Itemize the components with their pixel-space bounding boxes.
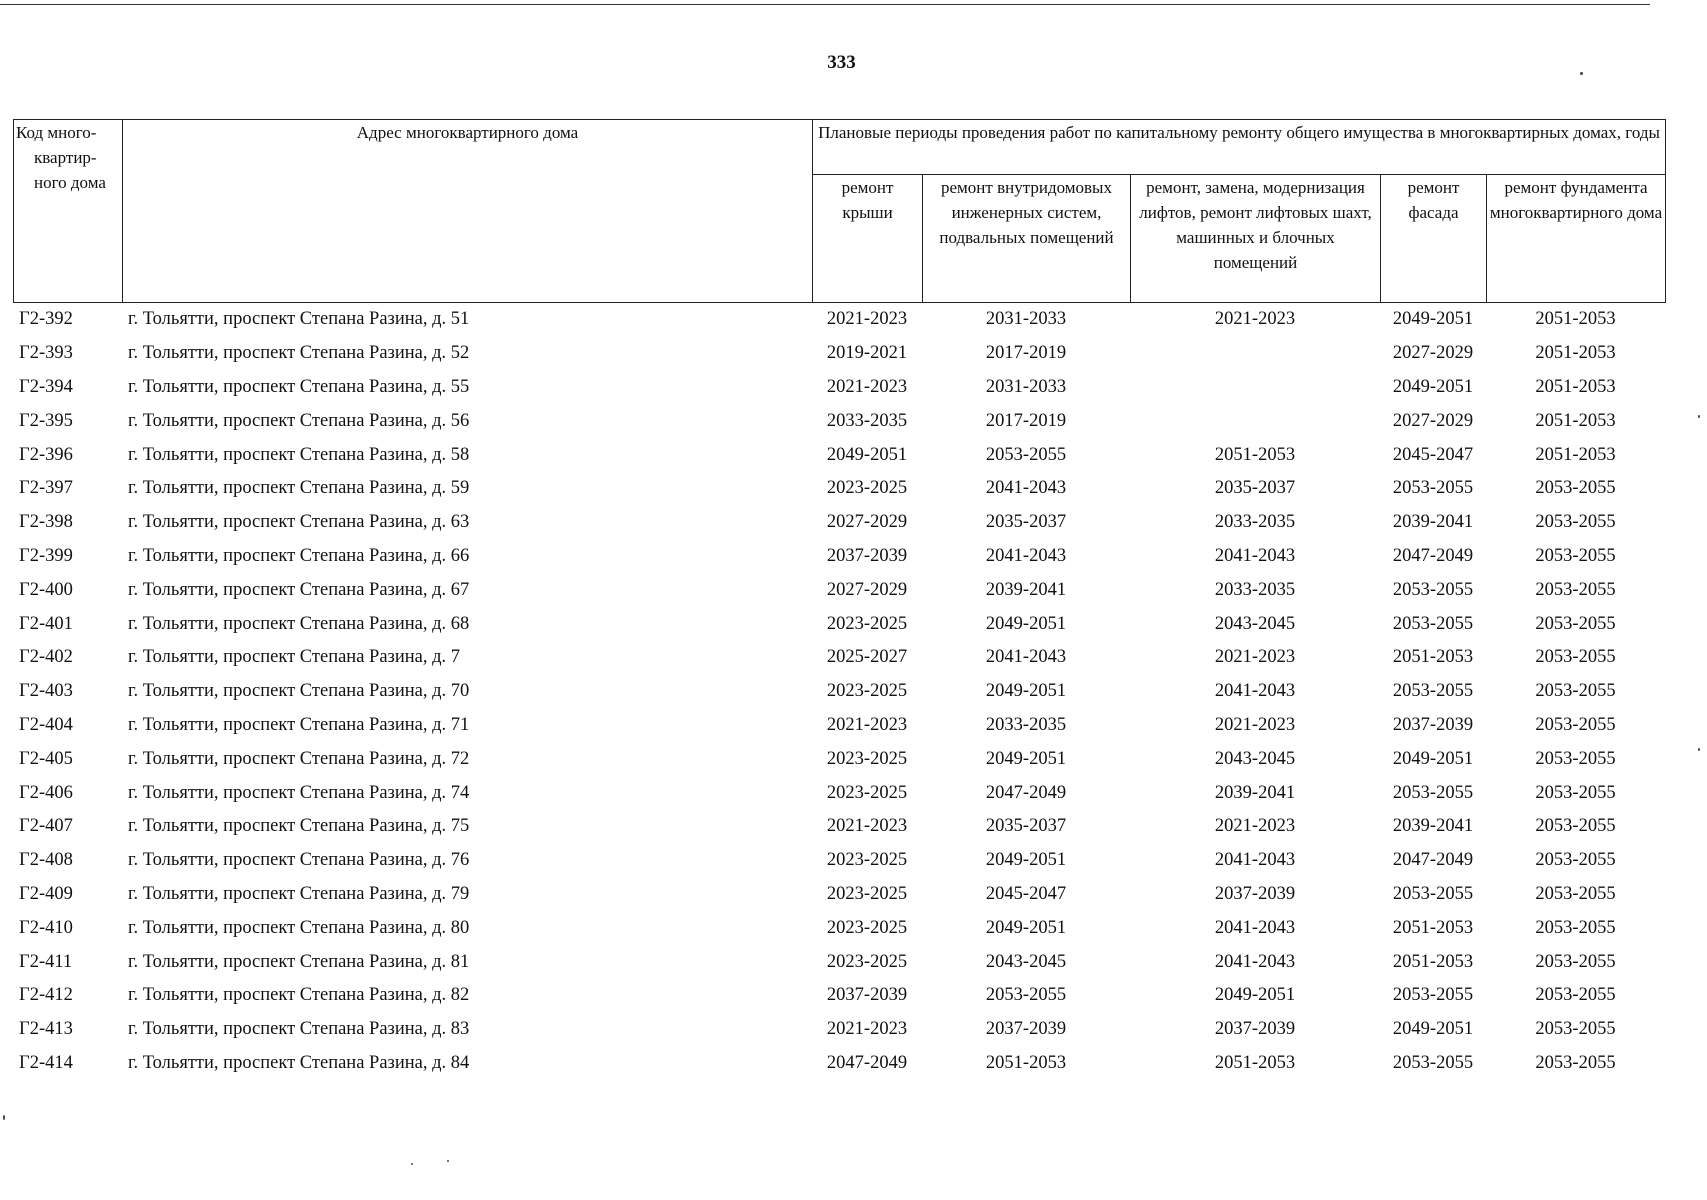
cell-code: Г2-407 — [19, 816, 73, 837]
cell-roof: 2021-2023 — [826, 1019, 908, 1040]
cell-code: Г2-405 — [19, 748, 73, 769]
page-number: 333 — [827, 52, 856, 73]
cell-roof: 2023-2025 — [826, 782, 908, 803]
cell-roof: 2033-2035 — [826, 410, 908, 431]
cell-address: г. Тольятти, проспект Степана Разина, д. 63 — [128, 512, 470, 533]
table-row — [13, 472, 1665, 506]
cell-foundation: 2053-2055 — [1535, 883, 1616, 904]
cell-engineering: 2049-2051 — [985, 681, 1067, 702]
table-row — [13, 878, 1665, 912]
header-periods-group: Плановые периоды проведения работ по капитальному ремонту общего имущества в многоквартирных домах, годы — [813, 120, 1666, 175]
cell-elevators: 2021-2023 — [1214, 816, 1296, 837]
table-row — [13, 1047, 1665, 1081]
cell-address: г. Тольятти, проспект Степана Разина, д. 71 — [128, 714, 470, 735]
table-row — [13, 810, 1665, 844]
cell-elevators — [1130, 371, 1380, 405]
table-body — [13, 303, 1665, 1080]
cell-elevators: 2041-2043 — [1214, 850, 1296, 871]
cell-elevators: 2039-2041 — [1214, 782, 1296, 803]
cell-code: Г2-409 — [19, 883, 73, 904]
cell-code: Г2-400 — [19, 579, 73, 600]
cell-roof: 2023-2025 — [826, 478, 908, 499]
cell-engineering: 2035-2037 — [985, 512, 1067, 533]
cell-facade: 2049-2051 — [1392, 309, 1474, 330]
table-row — [13, 438, 1665, 472]
cell-code: Г2-393 — [19, 343, 73, 364]
cell-address: г. Тольятти, проспект Степана Разина, д. 75 — [128, 816, 470, 837]
cell-roof: 2021-2023 — [826, 816, 908, 837]
table-row — [13, 742, 1665, 776]
cell-code: Г2-397 — [19, 478, 73, 499]
cell-foundation: 2053-2055 — [1535, 951, 1616, 972]
table-row — [13, 607, 1665, 641]
cell-elevators: 2043-2045 — [1214, 613, 1296, 634]
cell-roof: 2023-2025 — [826, 917, 908, 938]
header-facade: ремонт фасада — [1381, 175, 1487, 303]
cell-address: г. Тольятти, проспект Степана Разина, д. 79 — [128, 883, 470, 904]
cell-facade: 2037-2039 — [1392, 714, 1474, 735]
cell-code: Г2-396 — [19, 444, 73, 465]
cell-engineering: 2053-2055 — [985, 985, 1067, 1006]
table-row — [13, 337, 1665, 371]
cell-roof: 2027-2029 — [826, 579, 908, 600]
cell-roof: 2023-2025 — [826, 951, 908, 972]
table-row — [13, 1013, 1665, 1047]
cell-engineering: 2045-2047 — [985, 883, 1067, 904]
table-row — [13, 709, 1665, 743]
scan-speck — [447, 1160, 449, 1162]
table-row — [13, 540, 1665, 574]
cell-facade: 2049-2051 — [1392, 376, 1474, 397]
cell-foundation: 2051-2053 — [1535, 343, 1616, 364]
cell-facade: 2039-2041 — [1392, 816, 1474, 837]
table-row — [13, 675, 1665, 709]
cell-facade: 2039-2041 — [1392, 512, 1474, 533]
cell-elevators: 2021-2023 — [1214, 714, 1296, 735]
table-header — [13, 119, 1666, 303]
cell-roof: 2023-2025 — [826, 883, 908, 904]
cell-engineering: 2031-2033 — [985, 309, 1067, 330]
cell-code: Г2-398 — [19, 512, 73, 533]
cell-roof: 2037-2039 — [826, 545, 908, 566]
cell-roof: 2023-2025 — [826, 850, 908, 871]
cell-engineering: 2035-2037 — [985, 816, 1067, 837]
header-code — [14, 120, 123, 303]
cell-code: Г2-410 — [19, 917, 73, 938]
cell-foundation: 2051-2053 — [1535, 376, 1616, 397]
cell-elevators: 2037-2039 — [1214, 1019, 1296, 1040]
table-row — [13, 506, 1665, 540]
cell-facade: 2045-2047 — [1392, 444, 1474, 465]
cell-elevators: 2033-2035 — [1214, 579, 1296, 600]
cell-code: Г2-395 — [19, 410, 73, 431]
cell-code: Г2-392 — [19, 309, 73, 330]
cell-roof: 2023-2025 — [826, 681, 908, 702]
cell-foundation: 2053-2055 — [1535, 1052, 1616, 1073]
table-row — [13, 404, 1665, 438]
cell-address: г. Тольятти, проспект Степана Разина, д. 68 — [128, 613, 470, 634]
cell-engineering: 2031-2033 — [985, 376, 1067, 397]
cell-elevators: 2043-2045 — [1214, 748, 1296, 769]
cell-engineering: 2017-2019 — [985, 343, 1067, 364]
table-row — [13, 371, 1665, 405]
cell-facade: 2027-2029 — [1392, 343, 1474, 364]
cell-code: Г2-402 — [19, 647, 73, 668]
header-address: Адрес многоквартирного дома — [123, 120, 813, 303]
cell-address: г. Тольятти, проспект Степана Разина, д. 66 — [128, 545, 470, 566]
cell-foundation: 2053-2055 — [1535, 782, 1616, 803]
cell-engineering: 2041-2043 — [985, 478, 1067, 499]
cell-facade: 2051-2053 — [1392, 951, 1474, 972]
cell-roof: 2049-2051 — [826, 444, 908, 465]
cell-code: Г2-411 — [19, 951, 73, 972]
cell-foundation: 2053-2055 — [1535, 579, 1616, 600]
cell-engineering: 2039-2041 — [985, 579, 1067, 600]
cell-address: г. Тольятти, проспект Степана Разина, д. 74 — [128, 782, 470, 803]
cell-code: Г2-414 — [19, 1052, 73, 1073]
cell-roof: 2019-2021 — [826, 343, 908, 364]
cell-elevators: 2049-2051 — [1214, 985, 1296, 1006]
header-roof: ремонт крыши — [813, 175, 923, 303]
cell-address: г. Тольятти, проспект Степана Разина, д. 52 — [128, 343, 470, 364]
cell-engineering: 2033-2035 — [985, 714, 1067, 735]
cell-roof: 2047-2049 — [826, 1052, 908, 1073]
cell-elevators — [1130, 404, 1380, 438]
cell-elevators: 2051-2053 — [1214, 1052, 1296, 1073]
cell-code: Г2-399 — [19, 545, 73, 566]
scan-speck — [411, 1163, 413, 1165]
cell-facade: 2027-2029 — [1392, 410, 1474, 431]
header-elevators: ремонт, замена, модернизация лифтов, ремонт лифтовых шахт, машинных и блочных помещений — [1131, 175, 1381, 303]
scan-speck — [1698, 748, 1700, 751]
cell-address: г. Тольятти, проспект Степана Разина, д. 7 — [128, 647, 461, 668]
cell-elevators: 2041-2043 — [1214, 681, 1296, 702]
scan-speck — [1698, 415, 1700, 418]
cell-elevators: 2051-2053 — [1214, 444, 1296, 465]
cell-address: г. Тольятти, проспект Степана Разина, д. 67 — [128, 579, 470, 600]
cell-elevators: 2041-2043 — [1214, 917, 1296, 938]
cell-engineering: 2041-2043 — [985, 647, 1067, 668]
cell-code: Г2-394 — [19, 376, 73, 397]
cell-elevators — [1130, 337, 1380, 371]
cell-foundation: 2053-2055 — [1535, 748, 1616, 769]
cell-code: Г2-406 — [19, 782, 73, 803]
table-row — [13, 844, 1665, 878]
cell-address: г. Тольятти, проспект Степана Разина, д. 56 — [128, 410, 470, 431]
cell-address: г. Тольятти, проспект Степана Разина, д. 81 — [128, 951, 470, 972]
table-row — [13, 911, 1665, 945]
cell-foundation: 2053-2055 — [1535, 545, 1616, 566]
cell-engineering: 2053-2055 — [985, 444, 1067, 465]
cell-code: Г2-408 — [19, 850, 73, 871]
cell-facade: 2053-2055 — [1392, 681, 1474, 702]
cell-foundation: 2053-2055 — [1535, 512, 1616, 533]
cell-engineering: 2017-2019 — [985, 410, 1067, 431]
cell-foundation: 2053-2055 — [1535, 1019, 1616, 1040]
cell-roof: 2023-2025 — [826, 613, 908, 634]
cell-elevators: 2021-2023 — [1214, 309, 1296, 330]
cell-address: г. Тольятти, проспект Степана Разина, д. 83 — [128, 1019, 470, 1040]
cell-address: г. Тольятти, проспект Степана Разина, д. 58 — [128, 444, 470, 465]
cell-facade: 2047-2049 — [1392, 545, 1474, 566]
table-row — [13, 303, 1665, 337]
table-row — [13, 641, 1665, 675]
cell-engineering: 2037-2039 — [985, 1019, 1067, 1040]
cell-facade: 2053-2055 — [1392, 985, 1474, 1006]
table-row — [13, 945, 1665, 979]
cell-address: г. Тольятти, проспект Степана Разина, д. 51 — [128, 309, 470, 330]
cell-engineering: 2047-2049 — [985, 782, 1067, 803]
cell-foundation: 2053-2055 — [1535, 647, 1616, 668]
cell-facade: 2053-2055 — [1392, 1052, 1474, 1073]
cell-engineering: 2043-2045 — [985, 951, 1067, 972]
cell-code: Г2-403 — [19, 681, 73, 702]
cell-foundation: 2053-2055 — [1535, 714, 1616, 735]
cell-facade: 2051-2053 — [1392, 647, 1474, 668]
cell-address: г. Тольятти, проспект Степана Разина, д. 72 — [128, 748, 470, 769]
cell-code: Г2-413 — [19, 1019, 73, 1040]
cell-address: г. Тольятти, проспект Степана Разина, д. 70 — [128, 681, 470, 702]
cell-foundation: 2053-2055 — [1535, 613, 1616, 634]
cell-address: г. Тольятти, проспект Степана Разина, д. 55 — [128, 376, 470, 397]
header-code-line-3: ного дома — [34, 173, 106, 192]
scan-speck — [3, 1115, 5, 1120]
cell-facade: 2053-2055 — [1392, 478, 1474, 499]
cell-roof: 2025-2027 — [826, 647, 908, 668]
cell-foundation: 2053-2055 — [1535, 681, 1616, 702]
cell-engineering: 2049-2051 — [985, 850, 1067, 871]
cell-engineering: 2049-2051 — [985, 748, 1067, 769]
cell-facade: 2053-2055 — [1392, 782, 1474, 803]
cell-code: Г2-412 — [19, 985, 73, 1006]
cell-roof: 2027-2029 — [826, 512, 908, 533]
header-code-line-2: квартир- — [34, 148, 97, 167]
cell-elevators: 2035-2037 — [1214, 478, 1296, 499]
cell-foundation: 2053-2055 — [1535, 478, 1616, 499]
cell-code: Г2-401 — [19, 613, 73, 634]
cell-roof: 2021-2023 — [826, 376, 908, 397]
cell-foundation: 2053-2055 — [1535, 850, 1616, 871]
table-row — [13, 979, 1665, 1013]
table-row — [13, 776, 1665, 810]
cell-facade: 2049-2051 — [1392, 748, 1474, 769]
cell-facade: 2053-2055 — [1392, 613, 1474, 634]
cell-foundation: 2053-2055 — [1535, 816, 1616, 837]
cell-foundation: 2051-2053 — [1535, 410, 1616, 431]
cell-facade: 2051-2053 — [1392, 917, 1474, 938]
table-row — [13, 573, 1665, 607]
cell-code: Г2-404 — [19, 714, 73, 735]
cell-engineering: 2041-2043 — [985, 545, 1067, 566]
cell-roof: 2021-2023 — [826, 309, 908, 330]
cell-facade: 2049-2051 — [1392, 1019, 1474, 1040]
cell-address: г. Тольятти, проспект Степана Разина, д. 84 — [128, 1052, 470, 1073]
cell-elevators: 2041-2043 — [1214, 545, 1296, 566]
cell-engineering: 2049-2051 — [985, 917, 1067, 938]
cell-engineering: 2051-2053 — [985, 1052, 1067, 1073]
top-rule — [0, 4, 1650, 5]
header-engineering: ремонт внутридомовых инженерных систем, подвальных помещений — [923, 175, 1131, 303]
cell-elevators: 2041-2043 — [1214, 951, 1296, 972]
cell-facade: 2053-2055 — [1392, 579, 1474, 600]
cell-roof: 2021-2023 — [826, 714, 908, 735]
cell-address: г. Тольятти, проспект Степана Разина, д. 82 — [128, 985, 470, 1006]
cell-facade: 2053-2055 — [1392, 883, 1474, 904]
cell-roof: 2037-2039 — [826, 985, 908, 1006]
cell-foundation: 2053-2055 — [1535, 985, 1616, 1006]
cell-address: г. Тольятти, проспект Степана Разина, д. 80 — [128, 917, 470, 938]
cell-address: г. Тольятти, проспект Степана Разина, д. 59 — [128, 478, 470, 499]
cell-engineering: 2049-2051 — [985, 613, 1067, 634]
cell-roof: 2023-2025 — [826, 748, 908, 769]
cell-address: г. Тольятти, проспект Степана Разина, д. 76 — [128, 850, 470, 871]
cell-facade: 2047-2049 — [1392, 850, 1474, 871]
cell-foundation: 2051-2053 — [1535, 309, 1616, 330]
header-code-line-1: Код много- — [16, 123, 97, 142]
cell-elevators: 2033-2035 — [1214, 512, 1296, 533]
cell-foundation: 2053-2055 — [1535, 917, 1616, 938]
header-foundation: ремонт фундамента многоквартирного дома — [1487, 175, 1666, 303]
cell-elevators: 2021-2023 — [1214, 647, 1296, 668]
cell-foundation: 2051-2053 — [1535, 444, 1616, 465]
cell-elevators: 2037-2039 — [1214, 883, 1296, 904]
